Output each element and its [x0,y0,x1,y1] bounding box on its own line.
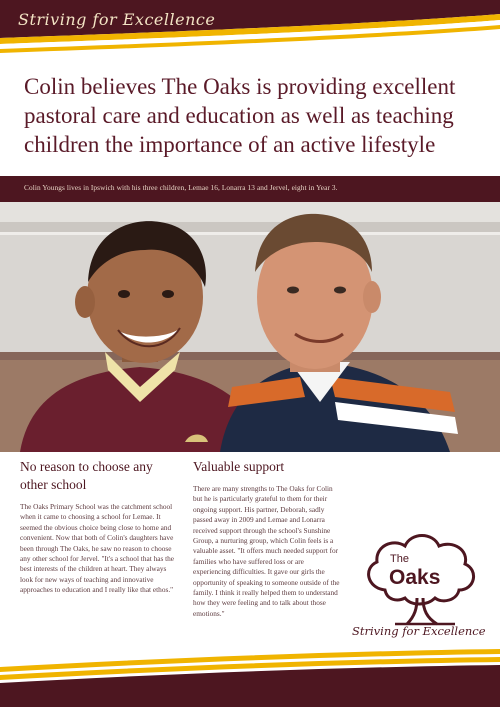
oaks-logo [345,520,495,640]
headline-line-2: pastoral care and education as well as teaching [24,103,454,128]
bottom-banner [0,645,500,707]
logo-word-the: The [390,553,409,565]
article-mid-column [193,458,343,619]
header-tagline: Striving for Excellence [18,10,216,29]
left-column-heading: No reason to choose any other school [20,459,153,492]
headline [24,72,480,159]
headline-line-3: children the importance of an active lifestyle [24,132,436,157]
caption-bar [0,176,500,202]
mid-column-body: There are many strengths to The Oaks for Colin but he is particularly grateful to them for their ongoing support. His partner, Deborah, sadly passed away in 2009 and Lemae and Lonarra received support through the school's Sunshine Group, a nurturing group, which Colin feels is a valuable asset. "It offers much needed support for families who have suffered loss or are experiencing difficulties. It gave our girls the opportunity of speaking to someone outside of the family. I think it really helped them to understand how they were feeling and to talk about those emotions." [193,484,340,618]
article-left-column [20,458,180,596]
headline-line-1: Colin believes The Oaks is providing excellent [24,74,456,99]
left-column-body: The Oaks Primary School was the catchment school when it came to choosing a school for Lemae. It seemed the obvious choice being close to home and convenient. Now that both of Colin's daughters have been through The Oaks, he saw no reason to choose any other school for Jervel. "It's a school that has the best interests of the children at heart. They always look for new ways of teaching and innovative approaches to education and I really like that ethos." [20,502,175,595]
logo-word-oaks: Oaks [389,566,441,589]
top-banner [0,0,500,60]
photo-caption: Colin Youngs lives in Ipswich with his three children, Lemae 16, Lonarra 13 and Jervel, eight in Year 3. [24,183,338,192]
top-banner-swoosh [0,0,500,60]
mid-column-heading: Valuable support [193,459,285,474]
family-photo [0,202,500,452]
bottom-banner-swoosh [0,645,500,707]
logo-tagline: Striving for Excellence [352,624,486,638]
oak-tree-icon [345,520,495,630]
